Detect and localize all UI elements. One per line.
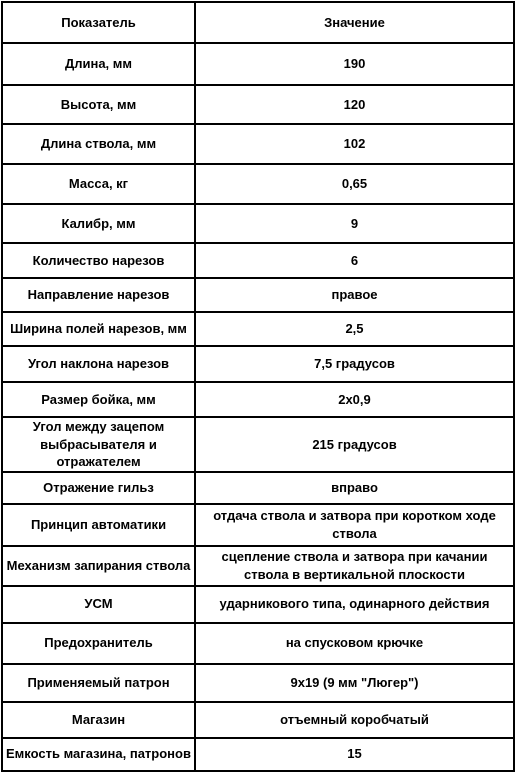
parameter-cell: Магазин: [2, 702, 195, 738]
value-cell: 9: [195, 204, 514, 243]
table-row: [2, 346, 514, 382]
parameter-cell: Механизм запирания ствола: [2, 546, 195, 586]
table-row: [2, 382, 514, 417]
value-cell: 7,5 градусов: [195, 346, 514, 382]
table-row: [2, 243, 514, 278]
table-row: [2, 417, 514, 472]
parameter-cell: Принцип автоматики: [2, 504, 195, 546]
parameter-cell: Размер бойка, мм: [2, 382, 195, 417]
parameter-cell: Угол наклона нарезов: [2, 346, 195, 382]
table-row: [2, 664, 514, 702]
value-cell: 120: [195, 85, 514, 124]
table-row: [2, 312, 514, 346]
table-row: [2, 204, 514, 243]
value-cell: ударникового типа, одинарного действия: [195, 586, 514, 623]
value-cell: 0,65: [195, 164, 514, 204]
parameter-cell: Отражение гильз: [2, 472, 195, 504]
parameter-cell: Длина ствола, мм: [2, 124, 195, 164]
table-row: [2, 738, 514, 771]
value-cell: вправо: [195, 472, 514, 504]
header-parameter: Показатель: [2, 2, 195, 43]
value-cell: 9x19 (9 мм "Люгер"): [195, 664, 514, 702]
value-cell: правое: [195, 278, 514, 312]
parameter-cell: Ширина полей нарезов, мм: [2, 312, 195, 346]
parameter-cell: Высота, мм: [2, 85, 195, 124]
table-row: [2, 278, 514, 312]
value-cell: 15: [195, 738, 514, 771]
specifications-table: [1, 1, 515, 772]
value-cell: отъемный коробчатый: [195, 702, 514, 738]
value-cell: 215 градусов: [195, 417, 514, 472]
value-cell: 102: [195, 124, 514, 164]
table-row: [2, 472, 514, 504]
parameter-cell: УСМ: [2, 586, 195, 623]
parameter-cell: Направление нарезов: [2, 278, 195, 312]
table-row: [2, 504, 514, 546]
value-cell: 2,5: [195, 312, 514, 346]
table-row: [2, 702, 514, 738]
table-row: [2, 85, 514, 124]
value-cell: 2х0,9: [195, 382, 514, 417]
value-cell: отдача ствола и затвора при коротком ходе ствола: [195, 504, 514, 546]
table-row: [2, 43, 514, 85]
value-cell: 6: [195, 243, 514, 278]
table-row: [2, 546, 514, 586]
table-row: [2, 164, 514, 204]
header-value: Значение: [195, 2, 514, 43]
parameter-cell: Калибр, мм: [2, 204, 195, 243]
parameter-cell: Предохранитель: [2, 623, 195, 664]
table-row: [2, 623, 514, 664]
parameter-cell: Масса, кг: [2, 164, 195, 204]
parameter-cell: Длина, мм: [2, 43, 195, 85]
table-row: [2, 124, 514, 164]
parameter-cell: Применяемый патрон: [2, 664, 195, 702]
parameter-cell: Емкость магазина, патронов: [2, 738, 195, 771]
table-header-row: [2, 2, 514, 43]
value-cell: 190: [195, 43, 514, 85]
value-cell: сцепление ствола и затвора при качании ствола в вертикальной плоскости: [195, 546, 514, 586]
parameter-cell: Угол между зацепом выбрасывателя и отражателем: [2, 417, 195, 472]
value-cell: на спусковом крючке: [195, 623, 514, 664]
parameter-cell: Количество нарезов: [2, 243, 195, 278]
table-row: [2, 586, 514, 623]
